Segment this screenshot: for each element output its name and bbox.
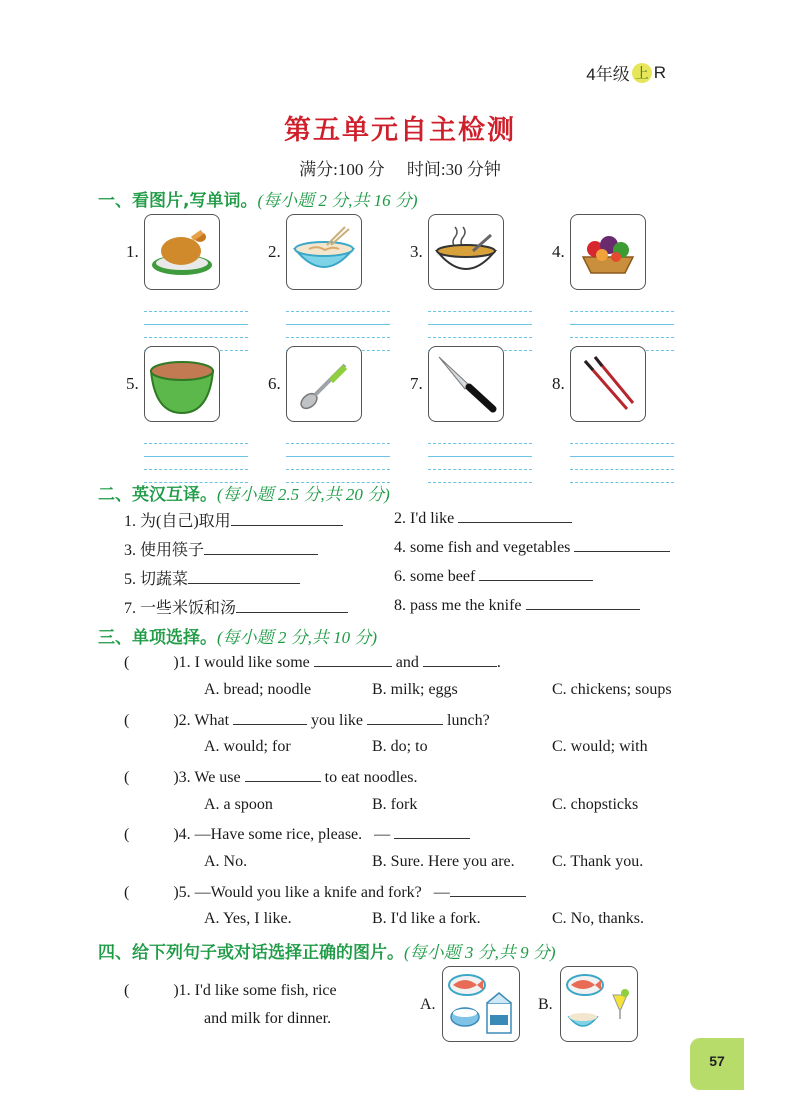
answer-paren-right: ) xyxy=(173,982,179,999)
question-num: 2. xyxy=(178,712,191,729)
choice-question-3 xyxy=(124,767,418,787)
answer-blank[interactable] xyxy=(458,508,572,523)
pic-num: 2. xyxy=(268,242,281,261)
item-text: 切蔬菜 xyxy=(140,571,189,588)
section4-heading xyxy=(98,938,556,963)
question-num: 3. xyxy=(178,769,191,786)
pic-item-1 xyxy=(126,214,266,344)
section2-title: 二、英汉互译。 xyxy=(98,485,217,505)
question-text: What xyxy=(194,712,230,729)
question-text: —Would you like a knife and fork? xyxy=(194,884,422,901)
answer-blank[interactable] xyxy=(574,537,670,552)
answer-blank[interactable] xyxy=(204,540,318,555)
section3-heading xyxy=(98,623,377,648)
answer-blank[interactable] xyxy=(236,598,348,613)
question-text-line2: and milk for dinner. xyxy=(204,1010,332,1027)
choice-question-2 xyxy=(124,710,490,730)
item-num: 6. xyxy=(394,568,406,585)
picture-question-1 xyxy=(124,982,337,1000)
answer-lines[interactable] xyxy=(570,299,674,351)
answer-blank[interactable] xyxy=(450,882,526,897)
answer-paren-right: ) xyxy=(173,769,179,786)
option-b-label[interactable]: B. xyxy=(538,996,553,1013)
question-text: I would like some xyxy=(194,654,310,671)
answer-paren-left[interactable]: ( xyxy=(124,769,130,786)
translate-item-3 xyxy=(124,537,318,560)
fish-rice-milk-icon[interactable] xyxy=(442,966,520,1042)
option-c[interactable]: C. No, thanks. xyxy=(552,910,644,927)
section2-heading xyxy=(98,480,390,505)
question-num: 4. xyxy=(178,826,191,843)
answer-blank[interactable] xyxy=(233,710,307,725)
pic-num: 6. xyxy=(268,374,281,393)
item-num: 1. xyxy=(124,513,136,530)
answer-blank[interactable] xyxy=(526,595,640,610)
option-b[interactable]: B. fork xyxy=(372,796,418,813)
noodle-bowl-icon xyxy=(286,214,362,290)
question-text: I'd like some fish, rice xyxy=(194,982,337,999)
answer-blank[interactable] xyxy=(479,566,593,581)
page-number: 57 xyxy=(690,1038,744,1090)
answer-blank[interactable] xyxy=(188,569,300,584)
pic-item-5 xyxy=(126,346,266,476)
section3-note: (每小题 2 分,共 10 分) xyxy=(217,628,378,647)
option-c[interactable]: C. would; with xyxy=(552,738,648,755)
item-num: 5. xyxy=(124,571,136,588)
pic-num: 1. xyxy=(126,242,139,261)
pic-num: 8. xyxy=(552,374,565,393)
answer-paren-left[interactable]: ( xyxy=(124,712,130,729)
section4-title: 四、给下列句子或对话选择正确的图片。 xyxy=(98,943,404,963)
pic-num: 7. xyxy=(410,374,423,393)
question-num: 5. xyxy=(178,884,191,901)
question-text: — xyxy=(433,884,450,901)
chopsticks-icon xyxy=(570,346,646,422)
item-num: 7. xyxy=(124,600,136,617)
choice-question-1 xyxy=(124,652,501,672)
section4-note: (每小题 3 分,共 9 分) xyxy=(404,943,556,962)
option-b[interactable]: B. do; to xyxy=(372,738,428,755)
page-title: 第五单元自主检测 xyxy=(284,115,516,146)
answer-paren-right: ) xyxy=(173,654,179,671)
full-score: 满分:100 分 xyxy=(299,160,385,179)
item-text: 一些米饭和汤 xyxy=(140,600,237,617)
knife-icon xyxy=(428,346,504,422)
pic-item-8 xyxy=(552,346,692,476)
item-text: pass me the knife xyxy=(410,597,522,614)
option-c[interactable]: C. chopsticks xyxy=(552,796,639,813)
option-a-label[interactable]: A. xyxy=(420,996,436,1013)
question-text: you like xyxy=(311,712,364,729)
question-text: — xyxy=(374,826,391,843)
question-num: 1. xyxy=(178,982,191,999)
time-limit: 时间:30 分钟 xyxy=(406,160,501,179)
question-text: We use xyxy=(194,769,241,786)
option-b[interactable]: B. milk; eggs xyxy=(372,681,458,698)
choice-question-5 xyxy=(124,882,526,902)
answer-paren-left[interactable]: ( xyxy=(124,826,130,843)
answer-lines[interactable] xyxy=(428,299,532,351)
question-num: 1. xyxy=(178,654,191,671)
item-text: I'd like xyxy=(410,510,455,527)
pic-item-6 xyxy=(268,346,408,476)
item-text: some beef xyxy=(410,568,476,585)
answer-blank[interactable] xyxy=(231,511,343,526)
answer-blank[interactable] xyxy=(394,824,470,839)
pic-item-2 xyxy=(268,214,408,344)
translate-item-8 xyxy=(394,595,640,615)
item-text: 使用筷子 xyxy=(140,542,205,559)
answer-blank[interactable] xyxy=(367,710,443,725)
section3-title: 三、单项选择。 xyxy=(98,628,217,648)
option-c[interactable]: C. chickens; soups xyxy=(552,681,672,698)
vegetable-basket-icon xyxy=(570,214,646,290)
answer-blank[interactable] xyxy=(314,652,392,667)
item-num: 3. xyxy=(124,542,136,559)
option-c[interactable]: C. Thank you. xyxy=(552,853,644,870)
answer-paren-left[interactable]: ( xyxy=(124,884,130,901)
answer-lines[interactable] xyxy=(286,299,390,351)
option-a[interactable]: A. would; for xyxy=(204,738,291,755)
question-text: to eat noodles. xyxy=(324,769,418,786)
option-a[interactable]: A. a spoon xyxy=(204,796,273,813)
question-text: —Have some rice, please. xyxy=(194,826,363,843)
spoon-icon xyxy=(286,346,362,422)
exam-meta xyxy=(0,155,800,180)
translate-item-6 xyxy=(394,566,593,586)
section1-heading xyxy=(98,186,418,211)
pic-item-3 xyxy=(410,214,550,344)
option-a[interactable]: A. No. xyxy=(204,853,248,870)
answer-blank[interactable] xyxy=(245,767,321,782)
option-b[interactable]: B. I'd like a fork. xyxy=(372,910,481,927)
item-num: 2. xyxy=(394,510,406,527)
section1-title: 一、看图片,写单词。 xyxy=(98,191,258,211)
item-text: 为(自己)取用 xyxy=(140,513,231,530)
answer-paren-right: ) xyxy=(173,712,179,729)
roast-chicken-icon xyxy=(144,214,220,290)
answer-lines[interactable] xyxy=(144,431,248,483)
choice-question-4 xyxy=(124,824,470,844)
pic-item-4 xyxy=(552,214,692,344)
answer-lines[interactable] xyxy=(428,431,532,483)
translate-item-7 xyxy=(124,595,348,618)
translate-item-2 xyxy=(394,508,572,528)
green-bowl-icon xyxy=(144,346,220,422)
pic-num: 3. xyxy=(410,242,423,261)
grade-label xyxy=(586,60,666,85)
fish-soup-juice-icon[interactable] xyxy=(560,966,638,1042)
answer-lines[interactable] xyxy=(144,299,248,351)
answer-lines[interactable] xyxy=(570,431,674,483)
question-text: and xyxy=(395,654,419,671)
item-num: 4. xyxy=(394,539,406,556)
pic-item-7 xyxy=(410,346,550,476)
section1-note: (每小题 2 分,共 16 分) xyxy=(257,191,418,210)
soup-bowl-icon xyxy=(428,214,504,290)
translate-item-4 xyxy=(394,537,670,557)
option-a[interactable]: A. Yes, I like. xyxy=(204,910,292,927)
translate-item-5 xyxy=(124,566,300,589)
option-a[interactable]: A. bread; noodle xyxy=(204,681,312,698)
grade-suffix: R xyxy=(653,62,666,82)
grade-badge: 上 xyxy=(632,63,652,83)
option-b[interactable]: B. Sure. Here you are. xyxy=(372,853,515,870)
item-num: 8. xyxy=(394,597,406,614)
answer-paren-right: ) xyxy=(173,884,179,901)
answer-lines[interactable] xyxy=(286,431,390,483)
question-text: . xyxy=(496,654,501,671)
answer-paren-right: ) xyxy=(173,826,179,843)
grade-prefix: 4年级 xyxy=(586,65,630,84)
answer-paren-left[interactable]: ( xyxy=(124,982,130,999)
answer-paren-left[interactable]: ( xyxy=(124,654,130,671)
pic-num: 4. xyxy=(552,242,565,261)
item-text: some fish and vegetables xyxy=(410,539,571,556)
pic-num: 5. xyxy=(126,374,139,393)
translate-item-1 xyxy=(124,508,343,531)
section2-note: (每小题 2.5 分,共 20 分) xyxy=(217,485,390,504)
question-text: lunch? xyxy=(447,712,490,729)
answer-blank[interactable] xyxy=(423,652,497,667)
